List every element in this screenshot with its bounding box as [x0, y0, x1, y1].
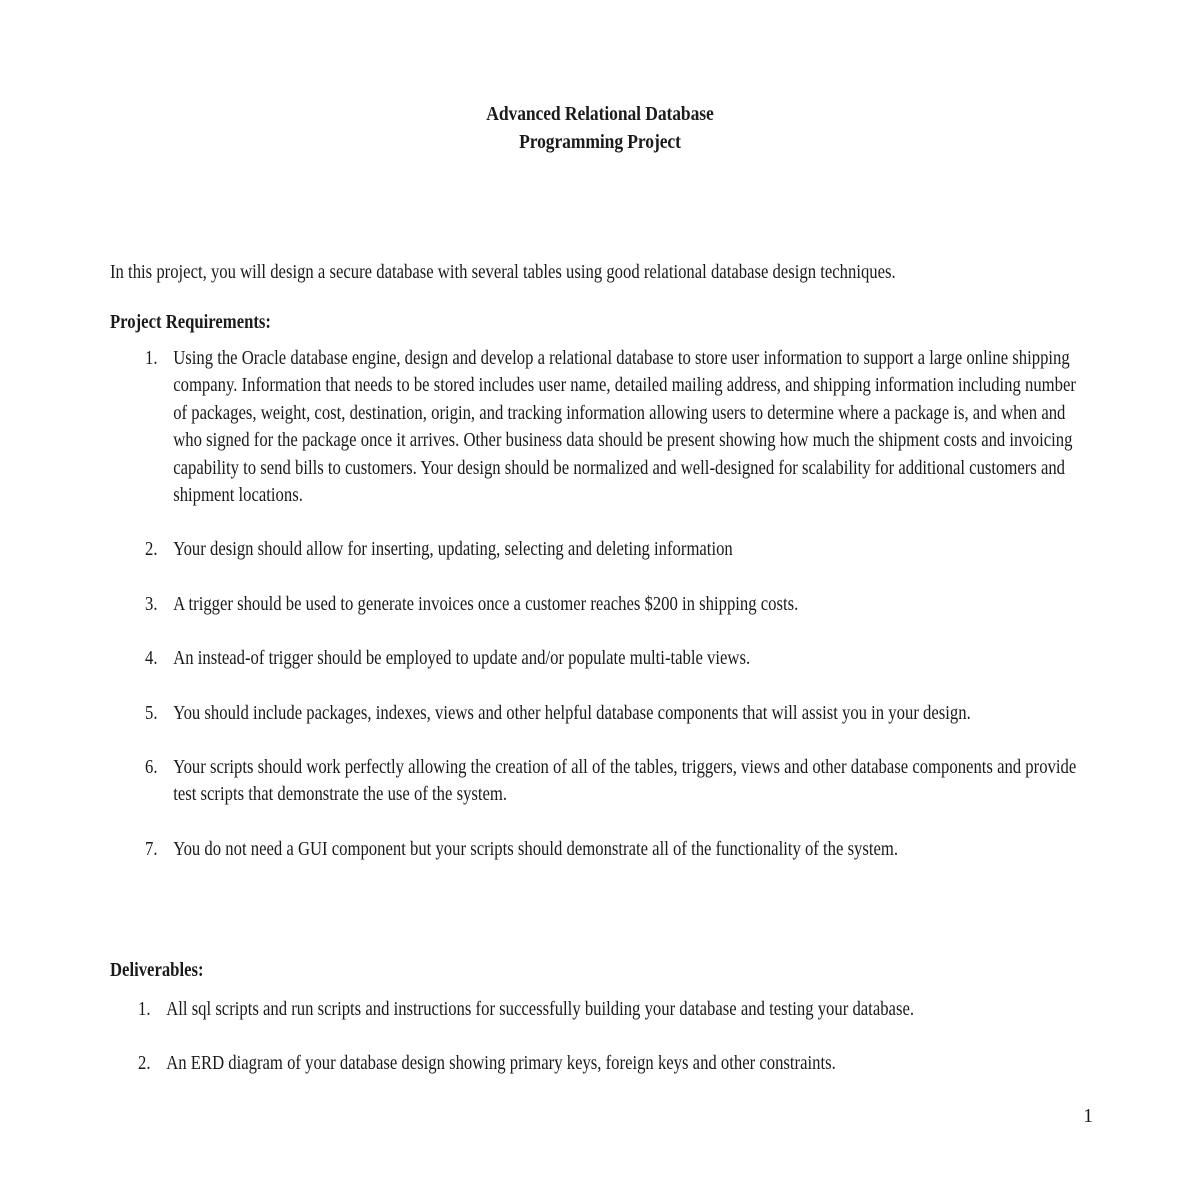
deliverables-list: [138, 996, 1083, 1078]
list-item-text: You should include packages, indexes, views and other helpful database components that will assist you in your design.: [173, 702, 971, 724]
list-item-text: A trigger should be used to generate invoices once a customer reaches $200 in shipping costs.: [173, 593, 799, 615]
list-item: [145, 836, 1090, 863]
list-marker: 5.: [145, 702, 158, 724]
list-item: [145, 700, 1090, 727]
list-item: [138, 996, 1083, 1023]
list-item: [145, 754, 1090, 809]
requirements-list: [145, 345, 1090, 863]
list-item-text: Your design should allow for inserting, updating, selecting and deleting information: [173, 539, 733, 561]
list-item: [145, 645, 1090, 672]
list-marker: 2.: [138, 1053, 151, 1075]
requirements-heading: Project Requirements:: [110, 312, 271, 334]
list-marker: 1.: [145, 348, 158, 369]
document-title-line-2: Programming Project: [519, 131, 681, 153]
list-item-text: Using the Oracle database engine, design and develop a relational database to store user information to support a large online shipping company. Information that needs to be stored includes user name, detailed mailing address, and shipping information including number of packages, weight, cost, destination, origin, and tracking information allowing users to determine where a package is, and when and who signed for the package once it arrives. Other business data should be present showing how much the shipment costs and invoicing capability to send bills to customers. Your design should be normalized and well-designed for scalability for additional customers and shipment locations.: [173, 348, 1076, 507]
list-item-text: You do not need a GUI component but your scripts should demonstrate all of the functionality of the system.: [173, 838, 899, 860]
list-marker: 7.: [145, 838, 158, 860]
intro-paragraph: In this project, you will design a secure database with several tables using good relational database design techniques.: [110, 261, 896, 283]
list-item-text: Your scripts should work perfectly allowing the creation of all of the tables, triggers, views and other database components and provide test scripts that demonstrate the use of the system.: [173, 757, 1077, 806]
list-marker: 1.: [138, 999, 151, 1020]
deliverables-heading: Deliverables:: [110, 960, 204, 982]
list-marker: 6.: [145, 757, 158, 779]
list-item: [145, 536, 1090, 563]
list-marker: 4.: [145, 648, 158, 670]
page-number: 1: [1083, 1106, 1093, 1127]
list-marker: 2.: [145, 539, 158, 561]
list-item-text: An instead-of trigger should be employed to update and/or populate multi-table views.: [173, 648, 751, 670]
document-title: [87, 100, 1113, 156]
list-item: [145, 591, 1090, 618]
list-item-text: All sql scripts and run scripts and instructions for successfully building your database and testing your database.: [166, 999, 915, 1020]
list-item-text: An ERD diagram of your database design showing primary keys, foreign keys and other constraints.: [166, 1053, 836, 1075]
list-item: [138, 1050, 1083, 1077]
document-title-line-1: Advanced Relational Database: [486, 103, 714, 125]
list-marker: 3.: [145, 593, 158, 615]
list-item: [145, 345, 1090, 509]
